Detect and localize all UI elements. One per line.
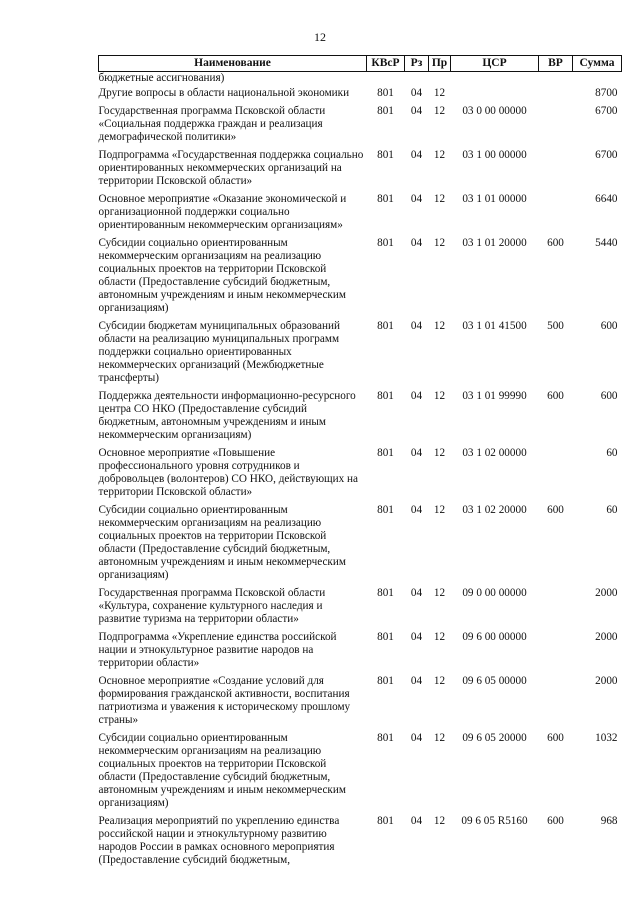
cell-rz: 04 — [410, 631, 423, 643]
header-csr: ЦСР — [451, 56, 539, 72]
cell-name: Поддержка деятельности информационно-ресурсного центра СО НКО (Предоставление субсидий бюджетным, автономным учреждениям и иным некоммерческим организациям) — [98, 390, 356, 441]
cell-vr — [539, 72, 573, 88]
header-kvsr: КВсР — [367, 56, 405, 72]
cell-pr: 12 — [433, 631, 446, 643]
cell-rz: 04 — [410, 193, 423, 205]
cell-sum: 600 — [600, 390, 618, 402]
cell-sum: 6700 — [595, 149, 618, 161]
cell-name: Реализация мероприятий по укреплению единства российской нации и этнокультурному развитию народов России в рамках основного мероприятия (Предоставление субсидий бюджетным, — [98, 815, 340, 866]
table-row — [99, 237, 622, 320]
cell-pr: 12 — [433, 237, 446, 249]
cell-name: Основное мероприятие «Повышение профессионального уровня сотрудников и добровольцев (волонтеров) СО НКО, действующих на территории Псковской области» — [98, 447, 358, 498]
cell-rz: 04 — [410, 815, 423, 827]
cell-name: Субсидии бюджетам муниципальных образований области на реализацию муниципальных программ поддержки социально ориентированных некоммерческих организаций (Межбюджетные трансферты) — [98, 320, 340, 384]
table-row — [99, 105, 622, 149]
cell-name: Государственная программа Псковской области «Социальная поддержка граждан и реализация демографической политики» — [98, 105, 326, 143]
table-row — [99, 504, 622, 587]
table-row — [99, 193, 622, 237]
table-header — [99, 56, 622, 72]
cell-sum: 6700 — [595, 105, 618, 117]
cell-kvsr: 801 — [377, 631, 394, 643]
table-row — [99, 732, 622, 815]
cell-vr: 600 — [547, 732, 564, 744]
cell-csr: 03 1 01 41500 — [462, 320, 527, 332]
table-body — [99, 72, 622, 873]
cell-csr: 09 6 00 00000 — [462, 631, 527, 643]
cell-name: Подпрограмма «Укрепление единства российской нации и этнокультурное развитие народов на территории области» — [98, 631, 337, 669]
cell-csr: 09 0 00 00000 — [462, 587, 527, 599]
cell-kvsr: 801 — [377, 447, 394, 459]
cell-name: Государственная программа Псковской области «Культура, сохранение культурного наследия и развитие туризма на территории области» — [98, 587, 326, 625]
table-row — [99, 320, 622, 390]
cell-vr — [539, 447, 573, 504]
table-row — [99, 87, 622, 105]
cell-name: Субсидии социально ориентированным некоммерческим организациям на реализацию социальных проектов на территории Псковской области (Предоставление субсидий бюджетным, автономным учреждениям и иным некоммерческим организациям) — [98, 732, 346, 809]
cell-csr: 03 1 02 20000 — [462, 504, 527, 516]
cell-pr — [429, 72, 451, 88]
cell-kvsr — [367, 72, 405, 88]
table-row — [99, 815, 622, 872]
table-row — [99, 149, 622, 193]
cell-pr: 12 — [433, 504, 446, 516]
cell-pr: 12 — [433, 815, 446, 827]
cell-kvsr: 801 — [377, 504, 394, 516]
header-rz: Рз — [405, 56, 429, 72]
cell-kvsr: 801 — [377, 105, 394, 117]
cell-sum: 600 — [600, 320, 618, 332]
cell-rz: 04 — [410, 447, 423, 459]
cell-csr — [451, 87, 539, 105]
cell-vr: 600 — [547, 504, 564, 516]
cell-kvsr: 801 — [377, 587, 394, 599]
cell-vr — [539, 149, 573, 193]
cell-kvsr: 801 — [377, 149, 394, 161]
cell-name: Субсидии социально ориентированным некоммерческим организациям на реализацию социальных проектов на территории Псковской области (Предоставление субсидий бюджетным, автономным учреждениям и иным некоммерческим организациям) — [98, 237, 346, 314]
table-row — [99, 447, 622, 504]
cell-pr: 12 — [433, 105, 446, 117]
cell-sum: 2000 — [595, 631, 618, 643]
cell-vr — [539, 587, 573, 631]
cell-sum: 60 — [606, 447, 618, 459]
page-number: 12 — [314, 30, 326, 44]
cell-kvsr: 801 — [377, 390, 394, 402]
cell-name: Основное мероприятие «Оказание экономической и организационной поддержки социально ориентированным некоммерческим организациям» — [98, 193, 347, 231]
cell-vr: 600 — [547, 815, 564, 827]
cell-vr — [539, 675, 573, 732]
cell-vr — [539, 105, 573, 149]
cell-kvsr: 801 — [377, 675, 394, 687]
cell-vr — [539, 193, 573, 237]
cell-name: Другие вопросы в области национальной экономики — [98, 87, 350, 99]
cell-vr: 600 — [547, 390, 564, 402]
cell-kvsr: 801 — [377, 320, 394, 332]
cell-kvsr: 801 — [377, 815, 394, 827]
cell-pr: 12 — [433, 320, 446, 332]
budget-table — [98, 55, 622, 872]
cell-sum: 1032 — [595, 732, 618, 744]
cell-kvsr: 801 — [377, 732, 394, 744]
header-vr: ВР — [539, 56, 573, 72]
cell-sum: 60 — [606, 504, 618, 516]
cell-sum: 6640 — [595, 193, 618, 205]
cell-sum: 2000 — [595, 587, 618, 599]
cell-rz: 04 — [410, 587, 423, 599]
cell-name: Основное мероприятие «Создание условий для формирования гражданской активности, воспитания патриотизма и уважения к историческому прошлому страны» — [98, 675, 351, 726]
cell-csr: 03 1 01 99990 — [462, 390, 527, 402]
cell-sum: 8700 — [595, 87, 618, 99]
cell-csr: 03 0 00 00000 — [462, 105, 527, 117]
cell-name: Субсидии социально ориентированным некоммерческим организациям на реализацию социальных проектов на территории Псковской области (Предоставление субсидий бюджетным, автономным учреждениям и иным некоммерческим организациям) — [98, 504, 346, 581]
header-sum: Сумма — [573, 56, 622, 72]
cell-vr — [539, 631, 573, 675]
cell-pr: 12 — [433, 587, 446, 599]
cell-rz: 04 — [410, 87, 423, 99]
cell-pr: 12 — [433, 193, 446, 205]
table-row — [99, 631, 622, 675]
cell-sum — [573, 72, 622, 88]
header-pr: Пр — [429, 56, 451, 72]
cell-csr: 09 6 05 00000 — [462, 675, 527, 687]
cell-csr: 03 1 01 00000 — [462, 193, 527, 205]
cell-csr — [451, 72, 539, 88]
cell-csr: 09 6 05 R5160 — [461, 815, 528, 827]
cell-rz: 04 — [410, 149, 423, 161]
cell-sum: 5440 — [595, 237, 618, 249]
cell-rz: 04 — [410, 237, 423, 249]
cell-rz: 04 — [410, 390, 423, 402]
table-row — [99, 675, 622, 732]
cell-pr: 12 — [433, 149, 446, 161]
cell-kvsr: 801 — [377, 193, 394, 205]
cell-name: бюджетные ассигнования) — [98, 72, 225, 84]
cell-pr: 12 — [433, 675, 446, 687]
cell-name: Подпрограмма «Государственная поддержка социально ориентированных некоммерческих организаций на территории Псковской области» — [98, 149, 364, 187]
cell-csr: 03 1 00 00000 — [462, 149, 527, 161]
cell-csr: 03 1 02 00000 — [462, 447, 527, 459]
cell-rz: 04 — [410, 675, 423, 687]
cell-vr: 500 — [547, 320, 564, 332]
cell-pr: 12 — [433, 87, 446, 99]
cell-pr: 12 — [433, 447, 446, 459]
cell-pr: 12 — [433, 390, 446, 402]
cell-rz: 04 — [410, 732, 423, 744]
cell-pr: 12 — [433, 732, 446, 744]
cell-rz — [405, 72, 429, 88]
cell-sum: 968 — [600, 815, 618, 827]
cell-kvsr: 801 — [377, 237, 394, 249]
cell-sum: 2000 — [595, 675, 618, 687]
cell-csr: 09 6 05 20000 — [462, 732, 527, 744]
cell-rz: 04 — [410, 320, 423, 332]
cell-kvsr: 801 — [377, 87, 394, 99]
table-row — [99, 587, 622, 631]
cell-vr: 600 — [547, 237, 564, 249]
table-row — [99, 390, 622, 447]
cell-vr — [539, 87, 573, 105]
header-name: Наименование — [99, 56, 367, 72]
cell-rz: 04 — [410, 504, 423, 516]
cell-csr: 03 1 01 20000 — [462, 237, 527, 249]
cell-rz: 04 — [410, 105, 423, 117]
table-row — [99, 72, 622, 88]
